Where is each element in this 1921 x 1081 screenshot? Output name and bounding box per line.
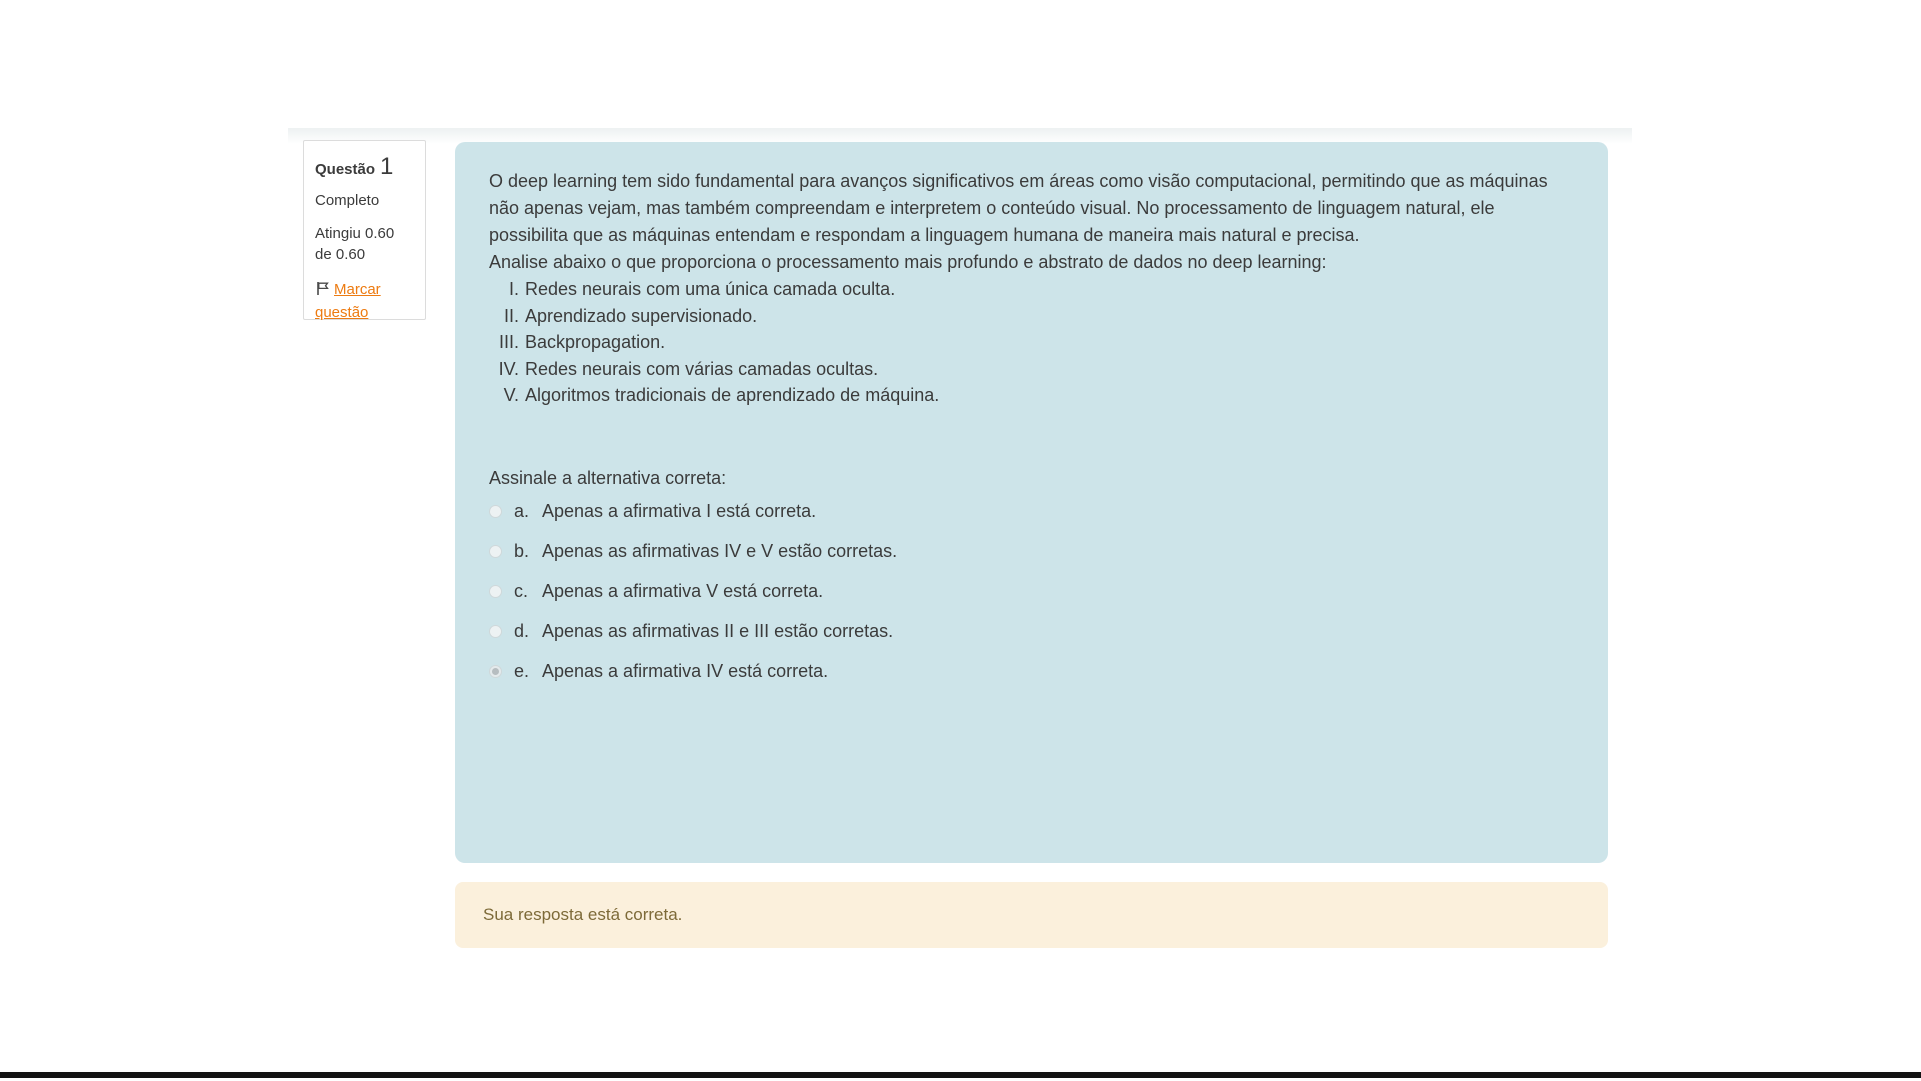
feedback-text: Sua resposta está correta.	[483, 905, 683, 924]
statement-item	[489, 329, 1574, 356]
answer-options	[489, 492, 1574, 692]
option-text[interactable]: Apenas a afirmativa IV está correta.	[542, 661, 829, 681]
option-text[interactable]: Apenas a afirmativa V está correta.	[542, 581, 824, 601]
question-label: Questão	[315, 161, 376, 178]
statement-numeral: V.	[503, 385, 519, 405]
option-letter: d.	[514, 621, 530, 641]
statement-text: Redes neurais com várias camadas ocultas.	[525, 358, 879, 379]
statement-text: Backpropagation.	[525, 332, 666, 352]
statement-item	[489, 382, 1574, 409]
statement-text: Redes neurais com uma única camada oculta.	[525, 279, 896, 299]
option-letter: a.	[514, 501, 530, 521]
statement-list	[489, 276, 1574, 409]
answer-option-b	[489, 532, 1574, 572]
option-text[interactable]: Apenas a afirmativa I está correta.	[542, 501, 817, 521]
statement-text: Aprendizado supervisionado.	[525, 305, 758, 326]
option-text[interactable]: Apenas as afirmativas IV e V estão corretas.	[542, 541, 898, 561]
question-box	[455, 142, 1608, 863]
radio-option-c[interactable]	[489, 585, 502, 598]
option-letter: e.	[514, 661, 530, 681]
statement-item	[489, 276, 1574, 303]
flag-question-link[interactable]	[315, 279, 415, 323]
statement-numeral: III.	[498, 332, 519, 352]
feedback-box	[455, 882, 1608, 948]
question-status: Completo	[315, 192, 380, 209]
question-info-box	[303, 140, 426, 320]
option-letter: c.	[514, 581, 529, 601]
statement-text: Algoritmos tradicionais de aprendizado de máquina.	[525, 385, 940, 405]
radio-option-a[interactable]	[489, 505, 502, 518]
statement-numeral: IV.	[498, 358, 519, 379]
answer-option-e	[489, 652, 1574, 692]
question-prompt-text: Analise abaixo o que proporciona o processamento mais profundo e abstrato de dados no deep learning:	[489, 252, 1327, 272]
answer-option-a	[489, 492, 1574, 532]
radio-option-b[interactable]	[489, 545, 502, 558]
question-grade: Atingiu 0.60 de 0.60	[315, 225, 395, 263]
option-text[interactable]: Apenas as afirmativas II e III estão corretas.	[542, 621, 894, 641]
answer-option-c	[489, 572, 1574, 612]
question-intro-text: O deep learning tem sido fundamental para avanços significativos em áreas como visão computacional, permitindo que as máquinas não apenas vejam, mas também compreendam e interpretem o conteúdo visual. No processamento de linguagem natural, ele possibilita que as máquinas entendam e respondam a linguagem humana de maneira mais natural e precisa.	[489, 171, 1548, 245]
statement-item	[489, 356, 1574, 383]
answer-option-d	[489, 612, 1574, 652]
footer-top-border	[0, 1072, 1921, 1078]
radio-option-e[interactable]	[489, 665, 502, 678]
flag-icon	[315, 281, 330, 302]
question-number: 1	[380, 153, 394, 180]
flag-question-label: Marcar questão	[315, 281, 381, 321]
statement-numeral: I.	[508, 279, 519, 299]
question-info-title	[315, 155, 414, 180]
question-instruction: Assinale a alternativa correta:	[489, 467, 727, 488]
option-letter: b.	[514, 541, 530, 561]
statement-numeral: II.	[503, 305, 519, 326]
statement-item	[489, 303, 1574, 330]
radio-option-d[interactable]	[489, 625, 502, 638]
